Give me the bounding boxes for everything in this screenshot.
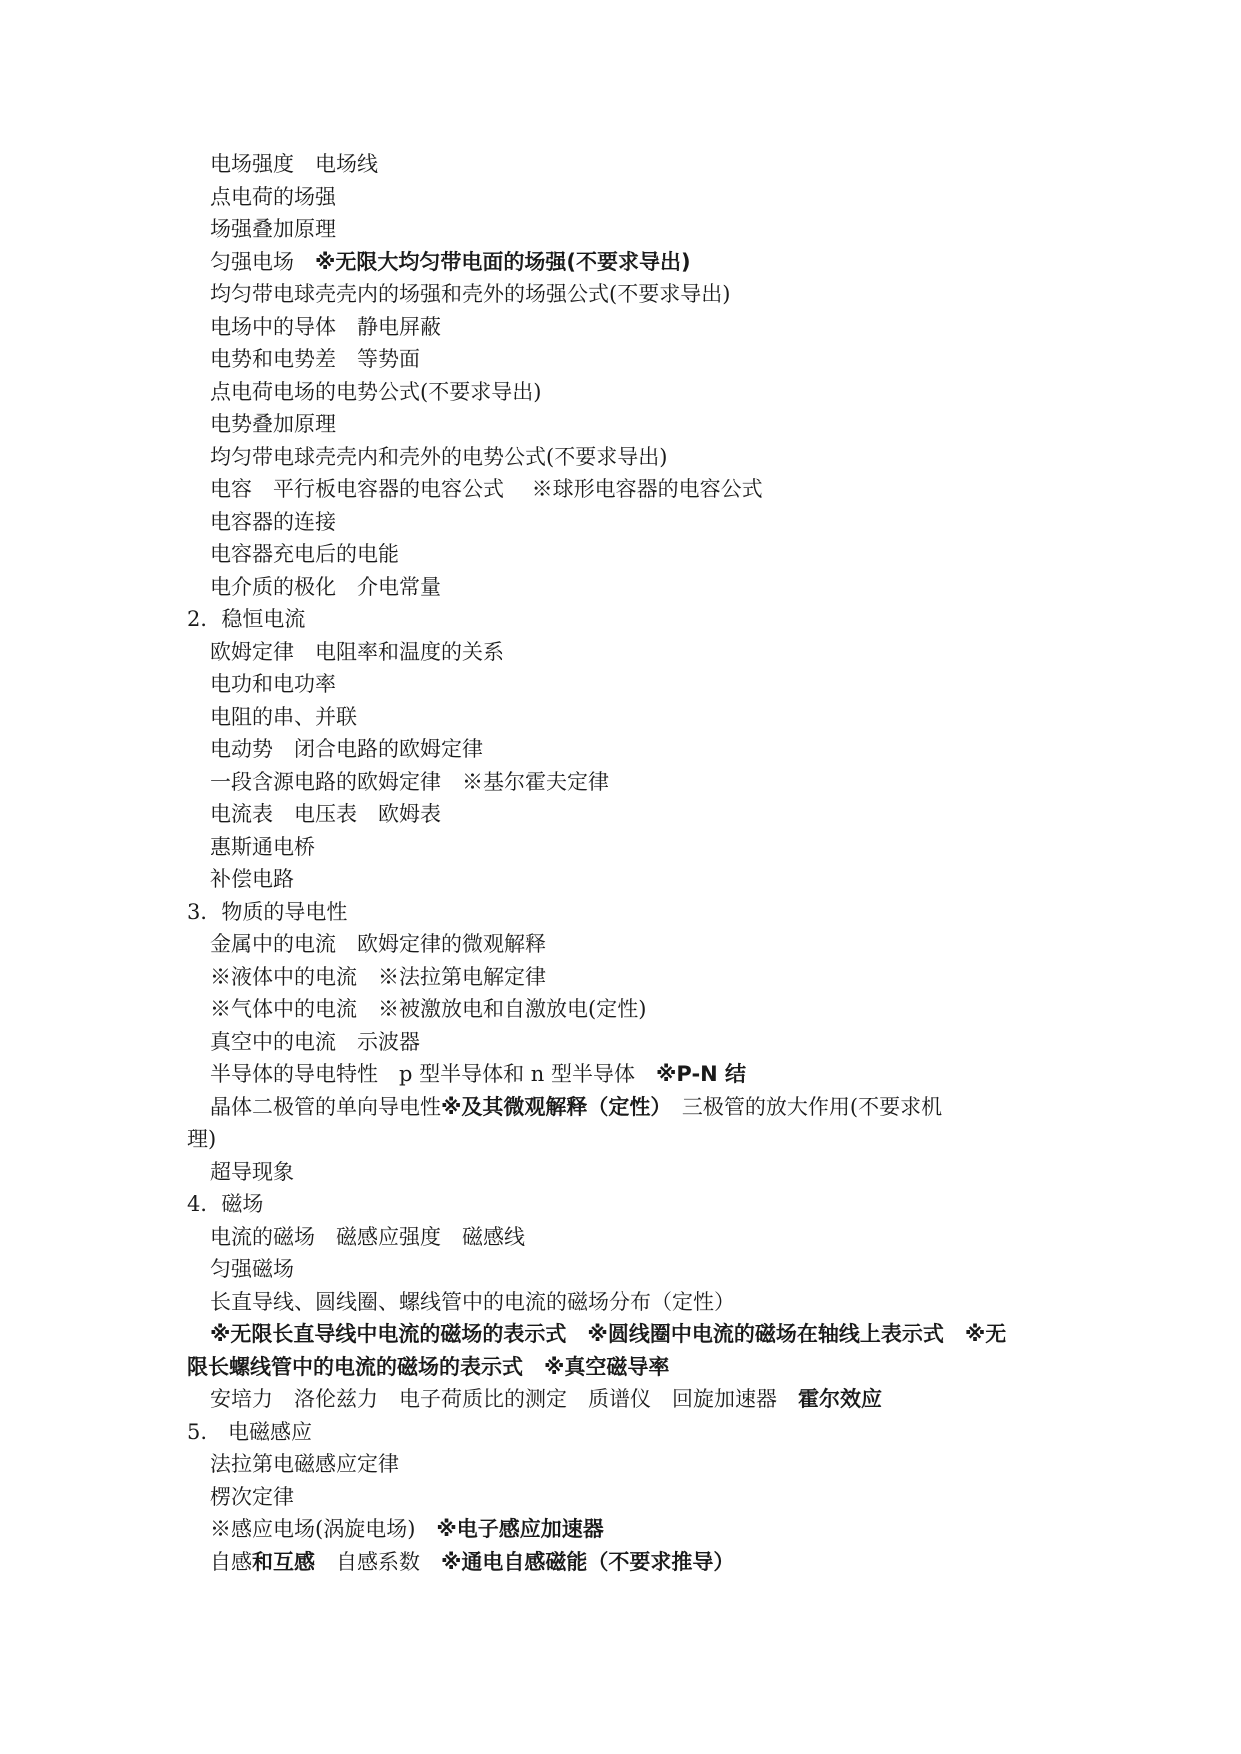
section-heading: 5. 电磁感应 xyxy=(187,1420,313,1444)
text-line: 长直导线、圆线圈、螺线管中的电流的磁场分布（定性） xyxy=(210,1290,735,1314)
text-line: 自感和互感 自感系数 ※通电自感磁能（不要求推导） xyxy=(210,1550,735,1574)
text-line: 均匀带电球壳壳内的场强和壳外的场强公式(不要求导出) xyxy=(210,282,731,306)
text-line: 安培力 洛伦兹力 电子荷质比的测定 质谱仪 回旋加速器 霍尔效应 xyxy=(210,1387,882,1411)
text-line: 点电荷电场的电势公式(不要求导出) xyxy=(210,380,542,404)
text-line: 匀强磁场 xyxy=(210,1257,294,1281)
text-line: 真空中的电流 示波器 xyxy=(210,1030,420,1054)
text-line: 电功和电功率 xyxy=(210,672,336,696)
text-line: ※气体中的电流 ※被激放电和自激放电(定性) xyxy=(210,997,647,1021)
text-line: 超导现象 xyxy=(210,1160,294,1184)
section-heading: 2．稳恒电流 xyxy=(187,607,306,631)
text-line: 电容 平行板电容器的电容公式 ※球形电容器的电容公式 xyxy=(210,477,763,501)
text-line: ※液体中的电流 ※法拉第电解定律 xyxy=(210,965,546,989)
text-line: 电动势 闭合电路的欧姆定律 xyxy=(210,737,483,761)
section-heading: 4．磁场 xyxy=(187,1192,264,1216)
text-line: 电容器充电后的电能 xyxy=(210,542,399,566)
section-heading: 3．物质的导电性 xyxy=(187,900,348,924)
text-line: ※无限长直导线中电流的磁场的表示式 ※圆线圈中电流的磁场在轴线上表示式 ※无 xyxy=(210,1322,1007,1346)
text-line: 均匀带电球壳壳内和壳外的电势公式(不要求导出) xyxy=(210,445,668,469)
text-line: 限长螺线管中的电流的磁场的表示式 ※真空磁导率 xyxy=(187,1355,670,1379)
text-line: 惠斯通电桥 xyxy=(210,835,315,859)
text-line: 场强叠加原理 xyxy=(210,217,336,241)
text-line: 电势和电势差 等势面 xyxy=(210,347,420,371)
text-line: 补偿电路 xyxy=(210,867,294,891)
text-line: 电场强度 电场线 xyxy=(210,152,378,176)
text-line: 欧姆定律 电阻率和温度的关系 xyxy=(210,640,504,664)
text-line: 晶体二极管的单向导电性※及其微观解释（定性） 三极管的放大作用(不要求机 xyxy=(210,1095,943,1119)
text-line: 电场中的导体 静电屏蔽 xyxy=(210,315,441,339)
text-line: 电势叠加原理 xyxy=(210,412,336,436)
text-line: 楞次定律 xyxy=(210,1485,294,1509)
text-line: 电阻的串、并联 xyxy=(210,705,357,729)
text-line: 法拉第电磁感应定律 xyxy=(210,1452,399,1476)
text-line: 匀强电场 ※无限大均匀带电面的场强(不要求导出) xyxy=(210,250,691,274)
text-line: 电容器的连接 xyxy=(210,510,336,534)
text-line: 一段含源电路的欧姆定律 ※基尔霍夫定律 xyxy=(210,770,609,794)
text-line: 点电荷的场强 xyxy=(210,185,336,209)
text-line: 电流表 电压表 欧姆表 xyxy=(210,802,441,826)
text-line: ※感应电场(涡旋电场) ※电子感应加速器 xyxy=(210,1517,604,1541)
text-line: 电介质的极化 介电常量 xyxy=(210,575,441,599)
text-line: 金属中的电流 欧姆定律的微观解释 xyxy=(210,932,546,956)
text-line: 理) xyxy=(187,1127,217,1151)
text-line: 电流的磁场 磁感应强度 磁感线 xyxy=(210,1225,525,1249)
text-line: 半导体的导电特性 p 型半导体和 n 型半导体 ※P-N 结 xyxy=(210,1062,747,1086)
